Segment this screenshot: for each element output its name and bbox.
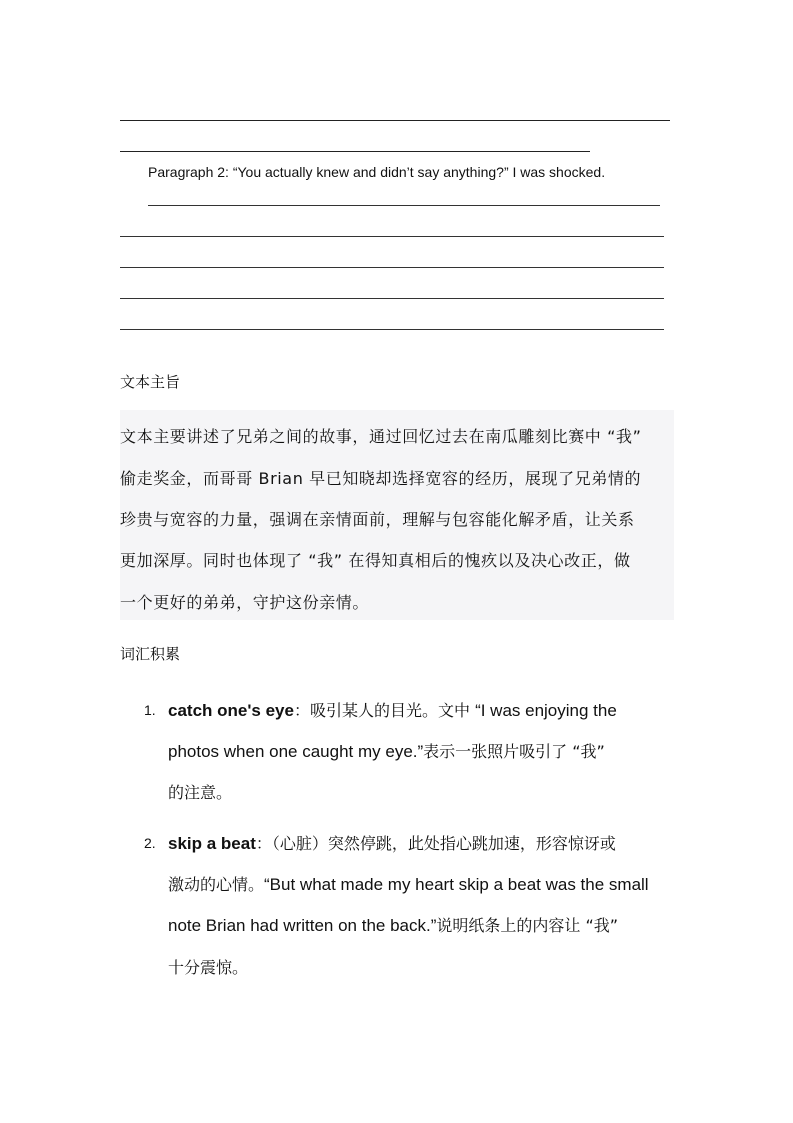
vocab-term: skip a beat (168, 834, 256, 853)
vocab-text-en: note Brian had written on the back.” (168, 916, 437, 935)
summary-line: 偷走奖金，而哥哥 Brian 早已知晓却选择宽容的经历，展现了兄弟情的 (120, 469, 642, 488)
vocab-line (168, 955, 248, 978)
vocab-term: catch one's eye (168, 701, 294, 720)
vocab-line (168, 831, 616, 854)
vocab-text-en: “But what made my heart skip a beat was the small (264, 875, 649, 894)
vocab-text-zh: 吸引某人的目光。文中 (309, 701, 476, 720)
list-number: 1. (144, 702, 156, 718)
summary-box (120, 410, 674, 620)
vocab-heading: 词汇积累 (120, 645, 181, 663)
summary-heading: 文本主旨 (120, 373, 181, 391)
writing-line (120, 267, 664, 268)
answer-line (120, 120, 670, 121)
answer-line (120, 151, 590, 152)
summary-line: 更加深厚。同时也体现了 “我” 在得知真相后的愧疚以及决心改正，做 (120, 551, 631, 570)
vocab-text-en: photos when one caught my eye.” (168, 742, 424, 761)
paragraph-prompt: Paragraph 2: “You actually knew and didn’t say anything?” I was shocked. (148, 164, 606, 180)
writing-line (148, 205, 660, 206)
vocab-line (168, 872, 649, 895)
summary-line: 珍贵与宽容的力量，强调在亲情面前，理解与包容能化解矛盾，让关系 (120, 510, 635, 529)
vocab-line (168, 698, 617, 721)
vocab-text-en: “I was enjoying the (475, 701, 617, 720)
term-separator: ： (293, 701, 310, 720)
vocab-text-zh: 的注意。 (168, 783, 233, 802)
list-number: 2. (144, 835, 156, 851)
vocab-line (168, 739, 605, 762)
writing-line (120, 329, 664, 330)
vocab-line (168, 913, 618, 936)
summary-line: 文本主要讲述了兄弟之间的故事，通过回忆过去在南瓜雕刻比赛中 “我” (120, 427, 642, 446)
writing-line (120, 236, 664, 237)
vocab-text-zh: 十分震惊。 (168, 958, 249, 977)
writing-line (120, 298, 664, 299)
term-separator: ： (255, 834, 272, 853)
vocab-text-zh: 说明纸条上的内容让 “我” (436, 916, 619, 935)
summary-line: 一个更好的弟弟，守护这份亲情。 (120, 593, 370, 612)
vocab-text-zh: 激动的心情。 (168, 875, 265, 894)
vocab-line (168, 780, 232, 803)
vocab-text-zh: （心脏）突然停跳，此处指心跳加速，形容惊讶或 (271, 834, 616, 853)
vocab-text-zh: 表示一张照片吸引了 “我” (423, 742, 605, 761)
